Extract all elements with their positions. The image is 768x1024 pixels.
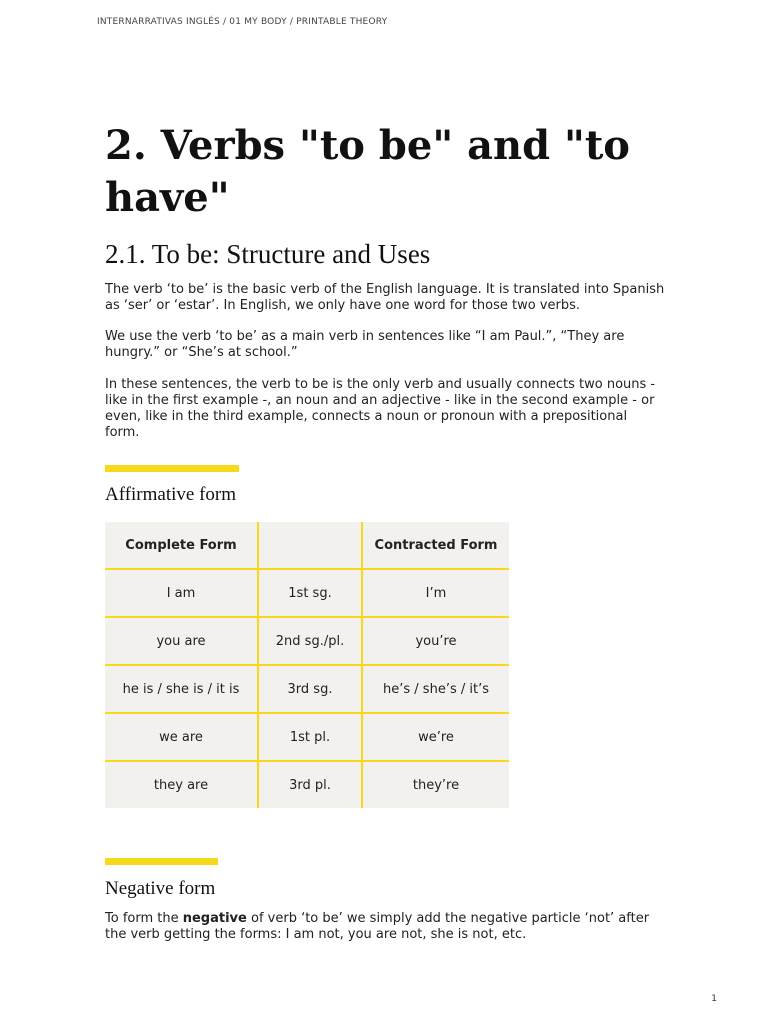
table-cell: I’m: [362, 569, 509, 617]
table-cell: they are: [105, 761, 258, 808]
table-cell: we’re: [362, 713, 509, 761]
table-cell: 3rd sg.: [258, 665, 362, 713]
negative-heading: Negative form: [105, 878, 216, 899]
page-title: 2. Verbs "to be" and "to have": [105, 122, 630, 221]
paragraph-intro: The verb ‘to be’ is the basic verb of the English language. It is translated into Spanish as ‘ser’ or ‘estar’. In English, we only have one word for those two verbs.: [105, 282, 665, 313]
table-cell: 1st pl.: [258, 713, 362, 761]
table-header-row: [105, 522, 509, 569]
page-header-breadcrumb: INTERNARRATIVAS INGLÉS / 01 MY BODY / PRINTABLE THEORY: [97, 17, 388, 27]
negative-paragraph: [105, 911, 665, 943]
column-header-person: [258, 522, 362, 569]
section-heading: 2.1. To be: Structure and Uses: [105, 239, 431, 269]
accent-bar: [105, 858, 218, 865]
table-cell: they’re: [362, 761, 509, 808]
negative-section: [105, 858, 665, 943]
table-cell: 3rd pl.: [258, 761, 362, 808]
main-content: [105, 120, 665, 808]
negative-text-before: To form the: [105, 911, 183, 926]
accent-bar: [105, 465, 239, 472]
paragraph-explanation: In these sentences, the verb to be is the only verb and usually connects two nouns - like in the first example -, an noun and an adjective - like in the second example - or even, like in the third example, connects a noun or pronoun with a prepositional form.: [105, 377, 656, 440]
affirmative-heading: Affirmative form: [105, 484, 237, 505]
table-cell: 1st sg.: [258, 569, 362, 617]
table-row: [105, 713, 509, 761]
table-row: [105, 617, 509, 665]
negative-text-after: of verb ‘to be’ we simply add the negative particle ‘not’ after the verb getting the forms: I am not, you are not, she is not, etc.: [105, 911, 650, 942]
table-cell: he is / she is / it is: [105, 665, 258, 713]
column-header-contracted: Contracted Form: [362, 522, 509, 569]
table-row: [105, 761, 509, 808]
table-row: [105, 665, 509, 713]
table-cell: I am: [105, 569, 258, 617]
column-header-complete: Complete Form: [105, 522, 258, 569]
table-row: [105, 569, 509, 617]
negative-keyword: negative: [182, 911, 247, 926]
page-number: 1: [711, 994, 717, 1004]
table-cell: you’re: [362, 617, 509, 665]
paragraph-usage: We use the verb ‘to be’ as a main verb in sentences like “I am Paul.”, “They are hungry.” or “She’s at school.”: [105, 329, 625, 360]
table-cell: you are: [105, 617, 258, 665]
table-cell: we are: [105, 713, 258, 761]
table-cell: he’s / she’s / it’s: [362, 665, 509, 713]
table-cell: 2nd sg./pl.: [258, 617, 362, 665]
affirmative-table: [105, 522, 509, 808]
